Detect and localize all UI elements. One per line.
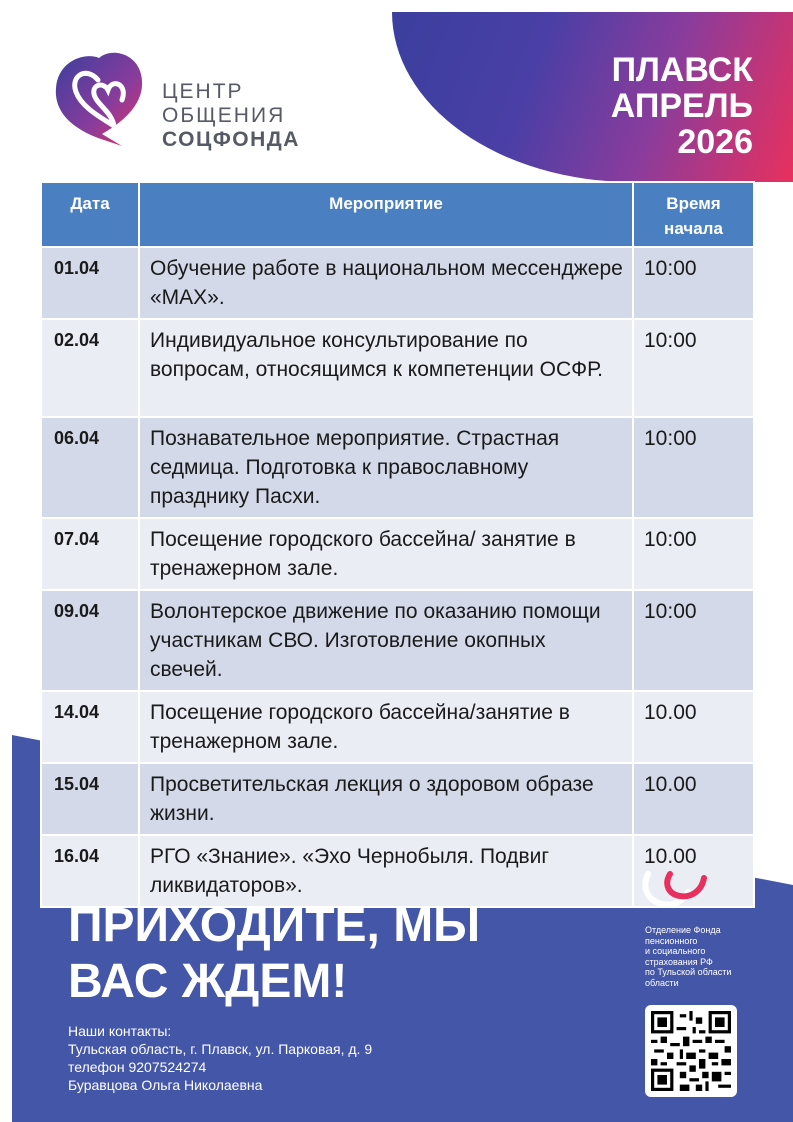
row-time: 10.00 (633, 691, 754, 763)
row-time: 10:00 (633, 518, 754, 590)
row-date: 16.04 (41, 835, 139, 907)
qr-code[interactable] (645, 1005, 737, 1097)
header-banner (392, 12, 793, 182)
osfr-line: области (645, 977, 679, 988)
logo-text (162, 80, 300, 152)
osfr-line: и социального (645, 946, 706, 956)
row-event: Посещение городского бассейна/занятие в тренажерном зале. (139, 691, 633, 763)
table-header-row (41, 182, 754, 247)
row-time: 10:00 (633, 247, 754, 319)
logo-line-1: ЦЕНТР (162, 80, 244, 103)
banner-title (611, 52, 753, 160)
contacts-person: Буравцова Ольга Николаевна (68, 1077, 263, 1093)
osfr-line: по Тульской области (645, 967, 732, 977)
osfr-logo-icon (640, 870, 710, 910)
logo-line-3: СОЦФОНДА (162, 128, 300, 151)
row-date: 09.04 (41, 590, 139, 691)
header-date: Дата (41, 182, 139, 247)
row-date: 15.04 (41, 763, 139, 835)
table-row (41, 319, 754, 417)
qr-code-icon (651, 1011, 731, 1091)
row-event: Индивидуальное консультирование по вопросам, относящимся к компетенции ОСФР. (139, 319, 633, 417)
row-event: Просветительская лекция о здоровом образе жизни. (139, 763, 633, 835)
contacts-title: Наши контакты: (68, 1023, 172, 1039)
row-time: 10:00 (633, 319, 754, 417)
row-date: 07.04 (41, 518, 139, 590)
row-time: 10:00 (633, 590, 754, 691)
call-line-2: ВАС ЖДЕМ! (68, 955, 348, 1008)
table-row (41, 247, 754, 319)
heart-logo-icon (52, 50, 147, 150)
row-date: 14.04 (41, 691, 139, 763)
header-time: Время начала (633, 182, 754, 247)
contacts-phone[interactable]: телефон 9207524274 (68, 1059, 207, 1075)
call-line-1: ПРИХОДИТЕ, МЫ (68, 899, 481, 952)
row-date: 06.04 (41, 417, 139, 518)
header-event: Мероприятие (139, 182, 633, 247)
schedule-table (40, 181, 755, 908)
table-row (41, 518, 754, 590)
osfr-line: Отделение Фонда (645, 925, 721, 935)
row-time: 10:00 (633, 417, 754, 518)
row-event: Познавательное мероприятие. Страстная седмица. Подготовка к православному празднику Пасхи. (139, 417, 633, 518)
row-event: Волонтерское движение по оказанию помощи участникам СВО. Изготовление окопных свечей. (139, 590, 633, 691)
contacts-block (68, 1022, 372, 1094)
table-row (41, 590, 754, 691)
table-row (41, 763, 754, 835)
call-to-action (68, 898, 588, 1010)
banner-month: АПРЕЛЬ (610, 87, 753, 125)
row-event: Посещение городского бассейна/ занятие в тренажерном зале. (139, 518, 633, 590)
row-date: 02.04 (41, 319, 139, 417)
row-date: 01.04 (41, 247, 139, 319)
table-row (41, 417, 754, 518)
osfr-line: пенсионного (645, 935, 698, 946)
row-time: 10.00 (633, 763, 754, 835)
table-row (41, 691, 754, 763)
banner-year: 2026 (677, 123, 753, 161)
row-time: 10.00 (633, 835, 754, 907)
osfr-caption (645, 925, 765, 988)
contacts-address: Тульская область, г. Плавск, ул. Парковая, д. 9 (68, 1041, 373, 1057)
logo-line-2: ОБЩЕНИЯ (162, 104, 286, 127)
row-event: Обучение работе в национальном мессенджере «MAX». (139, 247, 633, 319)
osfr-line: страхования РФ (645, 956, 713, 967)
row-event: РГО «Знание». «Эхо Чернобыля. Подвиг ликвидаторов». (139, 835, 633, 907)
banner-city: ПЛАВСК (611, 51, 753, 89)
